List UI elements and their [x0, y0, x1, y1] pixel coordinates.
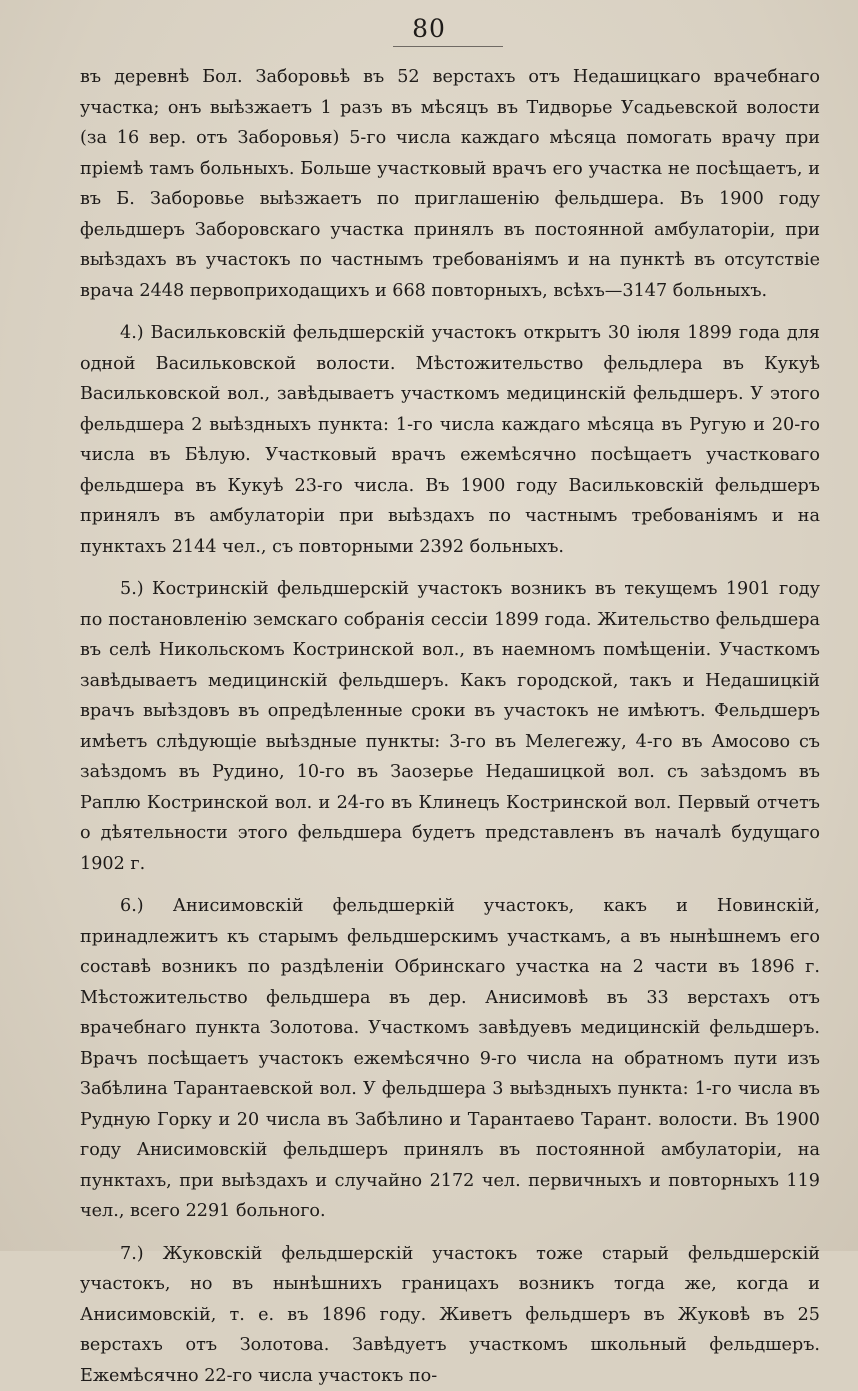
page-number-rule — [393, 46, 503, 47]
paragraph-7-zhukovsky: 7.) Жуковскій фельдшерскій участокъ тоже старый фельдшерскій участокъ, но въ нынѣшнихъ границахъ возникъ тогда же, когда и Анисимовскій, т. е. въ 1896 году. Живетъ фельдшеръ въ Жуковѣ въ 25 верстахъ отъ Золотова. Завѣдуетъ участкомъ школьный фельдшеръ. Ежемѣсячно 22-го числа участокъ по- — [80, 1239, 820, 1391]
page-number: 80 — [0, 14, 858, 43]
paragraph-4-vasilkovsky: 4.) Васильковскій фельдшерскій участокъ открытъ 30 іюля 1899 года для одной Васильковской волости. Мѣстожительство фельдлера въ Кукуѣ Васильковской вол., завѣдываетъ участкомъ медицинскій фельдшеръ. У этого фельдшера 2 выѣздныхъ пункта: 1-го числа каждаго мѣсяца въ Ругую и 20-го числа въ Бѣлую. Участковый врачъ ежемѣсячно посѣщаетъ участковаго фельдшера въ Кукуѣ 23-го числа. Въ 1900 году Васильковскій фельдшеръ принялъ въ амбулаторіи при выѣздахъ по частнымъ требованіямъ и на пунктахъ 2144 чел., съ повторными 2392 больныхъ. — [80, 318, 820, 562]
paragraph-5-kostrinsky: 5.) Костринскій фельдшерскій участокъ возникъ въ текущемъ 1901 году по постановленію земскаго собранія сессіи 1899 года. Жительство фельдшера въ селѣ Никольскомъ Костринской вол., въ наемномъ помѣщеніи. Участкомъ завѣдываетъ медицинскій фельдшеръ. Какъ городской, такъ и Недашицкій врачъ выѣздовъ въ опредѣленные сроки въ участокъ не имѣютъ. Фельдшеръ имѣетъ слѣдующіе выѣздные пункты: 3-го въ Мелегежу, 4-го въ Амосово съ заѣздомъ въ Рудино, 10-го въ Заозерье Недашицкой вол. съ заѣздомъ въ Раплю Костринской вол. и 24-го въ Клинецъ Костринской вол. Первый отчетъ о дѣятельности этого фельдшера будетъ представленъ въ началѣ будущаго 1902 г. — [80, 574, 820, 879]
paragraph-3-continued: въ деревнѣ Бол. Заборовьѣ въ 52 верстахъ отъ Недашицкаго врачебнаго участка; онъ выѣзжаетъ 1 разъ въ мѣсяцъ въ Тидворье Усадьевской волости (за 16 вер. отъ Заборовья) 5-го числа каждаго мѣсяца помогать врачу при пріемѣ тамъ больныхъ. Больше участковый врачъ его участка не посѣщаетъ, и въ Б. Заборовье выѣзжаетъ по приглашенію фельдшера. Въ 1900 году фельдшеръ Заборовскаго участка принялъ въ постоянной амбулаторіи, при выѣздахъ въ участокъ по частнымъ требованіямъ и на пунктѣ въ отсутствіе врача 2448 первоприходащихъ и 668 повторныхъ, всѣхъ—3147 больныхъ. — [80, 62, 820, 306]
paragraph-6-anisimovsky: 6.) Анисимовскій фельдшеркій участокъ, какъ и Новинскій, принадлежитъ къ старымъ фельдшерскимъ участкамъ, а въ нынѣшнемъ его составѣ возникъ по раздѣленіи Обринскаго участка на 2 части въ 1896 г. Мѣстожительство фельдшера въ дер. Анисимовѣ въ 33 верстахъ отъ врачебнаго пункта Золотова. Участкомъ завѣдуевъ медицинскій фельдшеръ. Врачъ посѣщаетъ участокъ ежемѣсячно 9-го числа на обратномъ пути изъ Забѣлина Тарантаевской вол. У фельдшера 3 выѣздныхъ пункта: 1-го числа въ Рудную Горку и 20 числа въ Забѣлино и Тарантаево Тарант. волости. Въ 1900 году Анисимовскій фельдшеръ принялъ въ постоянной амбулаторіи, на пунктахъ, при выѣздахъ и случайно 2172 чел. первичныхъ и повторныхъ 119 чел., всего 2291 больного. — [80, 891, 820, 1227]
body-text — [80, 62, 820, 1391]
